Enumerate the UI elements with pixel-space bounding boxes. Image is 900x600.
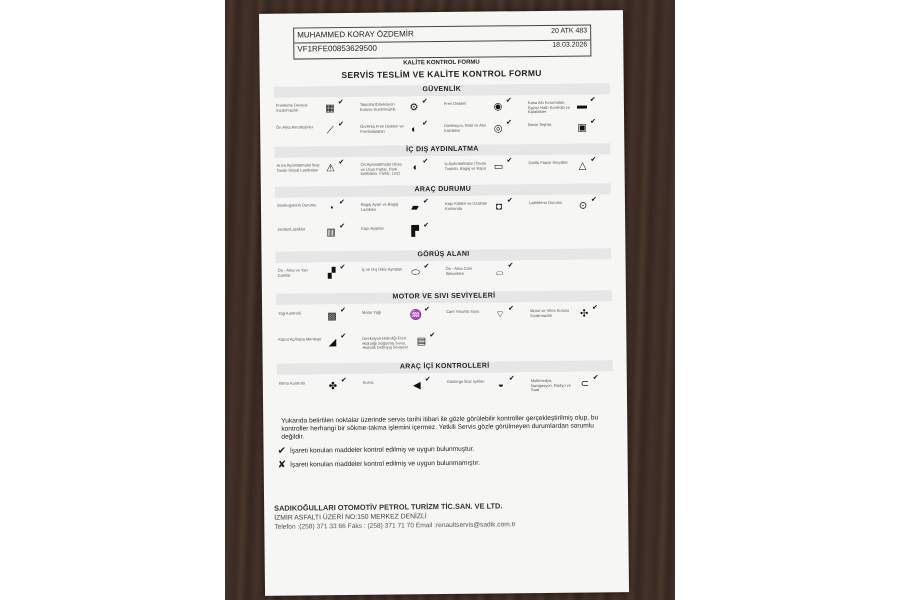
check-mark-icon: ✔ [506, 119, 513, 127]
item-label: Ön - Arka ve Yan Camlar [277, 267, 308, 278]
item-label: Takozlar/Direksiyon Kutusu Sızdırmazlık [359, 101, 396, 112]
item-label: Ön - Arka Cam Silecekleri [445, 265, 473, 276]
vin-number: VF1RFE00853629500 [297, 43, 378, 54]
check-mark-icon: ✔ [590, 118, 597, 126]
wiper-icon: ⌓ [495, 266, 504, 278]
section-title: ARAÇ DURUMU [414, 185, 472, 194]
brake-circuit-icon: ▦ [325, 103, 335, 115]
gauge-icon: ◔ [327, 203, 335, 215]
company-name: SADIKOĞULLARI OTOMOTİV PETROL TURİZM TİC.SAN. VE LTD. [274, 501, 503, 513]
exhaust-icon: ▬ [576, 100, 588, 112]
check-mark-icon: ✔ [429, 332, 436, 340]
item-label: Jantlar/Lastikler [277, 226, 306, 232]
diagnostic-icon: ▣ [577, 122, 587, 134]
window-icon: ▞ [327, 268, 336, 280]
item-label: Göstergelerin Durumu [276, 202, 317, 208]
check-mark-icon: ✔ [424, 376, 431, 384]
item-label: Fren Diskleri [443, 100, 467, 106]
item-label: Multimedya, Navigasyon, Radyo ve Saat [530, 377, 571, 393]
item-label: Ön Aydınlatmalar (Kısa ve Uzun Farlar, Park lambaları, Farlar, Led) [360, 161, 402, 177]
oil-can-icon: ♒ [409, 310, 423, 322]
check-mark-icon: ✔ [340, 333, 347, 341]
check-mark-icon: ✔ [423, 263, 430, 271]
coolant-icon: ▤ [416, 336, 427, 348]
section-title: GÖRÜŞ ALANI [417, 250, 470, 259]
item-label: Kapı Ayarları [361, 225, 385, 231]
legend-ok-text: İşareti konulan maddeler kontrol edilmiş ve uygun bulunmuştur. [289, 445, 475, 455]
company-address: İZMİR ASFALTI ÜZERİ NO:150 MERKEZ DENİZLİ [274, 513, 427, 522]
washer-fluid-icon: ⌔ [495, 309, 505, 321]
tire-pressure-icon: ⊙ [578, 200, 588, 212]
check-mark-icon: ✔ [339, 223, 346, 231]
check-mark-icon: ✔ [506, 197, 513, 205]
item-label: Korna [362, 379, 374, 385]
item-label: Frenleme Devresi Sızdırmazlık [275, 102, 308, 113]
shock-absorber-icon: ⟋ [326, 125, 334, 137]
check-mark-icon: ✔ [592, 374, 599, 382]
check-mark-icon: ✔ [424, 306, 430, 314]
wheel-icon: ▥ [326, 227, 337, 239]
check-mark-icon: ✔ [338, 159, 345, 167]
header-divider [294, 39, 590, 43]
section-header-guvenlik [274, 83, 610, 98]
section-header-gorus-alani [275, 248, 611, 263]
item-label: Ön/Arka Fren Diskleri ve Frenbalataları [360, 123, 404, 134]
section-header-aydinlatma [274, 143, 610, 158]
steering-wheel-icon: ◎ [493, 123, 503, 135]
check-mark-icon: ✔ [339, 264, 346, 272]
check-mark-icon: ✔ [340, 307, 346, 315]
door-icon: ▛ [411, 226, 420, 238]
legend-ok [277, 444, 474, 457]
check-mark-icon: ✔ [590, 196, 597, 204]
item-label: İç ve Dış Dikiz Aynaları [361, 266, 403, 272]
section-header-arac-durumu [275, 183, 611, 198]
item-label: Ön Arka Amortisörler [276, 124, 314, 130]
item-label: Dörtlü Flaşör Sinyaller [528, 159, 568, 166]
check-mark-icon: ✔ [505, 97, 512, 105]
check-mark-icon: ✔ [423, 222, 430, 230]
item-label: Kasa Altı Korumaları, Egzoz Hattı Kontrolü ve Katalitikler [527, 99, 571, 115]
cross-mark-icon: ✘ [277, 459, 287, 471]
check-mark-icon: ✔ [590, 156, 597, 164]
air-conditioning-icon: ✤ [328, 381, 338, 393]
mirror-icon: ⬭ [411, 267, 421, 279]
interior-light-icon: ▭ [493, 161, 504, 173]
item-label: Direksiyon Hidroliği Fren Hidroliği Soğutma Sıvısı, Hidrolik Debriyaj Seviyesi [362, 335, 408, 351]
hood-icon: ◢ [328, 337, 337, 349]
section-title: ARAÇ İÇİ KONTROLLERİ [399, 362, 490, 371]
item-label: Bagaj Ayarı ve Bagaj Lambası [360, 201, 399, 212]
section-title: MOTOR VE SIVI SEVİYELERİ [392, 292, 496, 301]
service-date: 18.03.2026 [552, 41, 588, 49]
item-label: Klima Kontrolü [278, 380, 305, 386]
item-label: Motor Yağı [362, 309, 382, 315]
check-mark-icon: ✔ [277, 445, 286, 457]
section-title: İÇ DIŞ AYDINLATMA [406, 145, 479, 154]
item-label: Yağ Kontrolü [278, 310, 301, 316]
brake-disc-icon: ◉ [493, 101, 503, 113]
check-mark-icon: ✔ [508, 305, 514, 313]
check-mark-icon: ✔ [422, 158, 429, 166]
horn-icon: ◀ [412, 380, 421, 392]
form-label: KALİTE KONTROL FORMU [403, 59, 480, 67]
warning-light-icon: ⚠ [326, 163, 336, 175]
check-mark-icon: ✔ [340, 377, 347, 385]
item-label: Cam Yıkama Suyu [446, 308, 480, 314]
item-label: Kapı Kilitleri ve Uzaktan Kumanda [444, 200, 488, 211]
check-mark-icon: ✔ [506, 157, 513, 165]
item-label: Arıza Aydınlatmalar İkaz Tavan Sinyal Lambaları [276, 162, 320, 173]
brake-pad-icon: ◐ [411, 124, 418, 136]
legend-nok-text: İşareti konulan maddeler kontrol edilmiş ve uygun bulunmamıştır. [290, 459, 480, 469]
form-title: SERVİS TESLİM VE KALİTE KONTROL FORMU [341, 67, 542, 81]
check-mark-icon: ✔ [338, 121, 345, 129]
section-title: GÜVENLİK [422, 85, 462, 94]
section-header-motor [276, 290, 612, 305]
item-label: Motor ve Vites Kutusu Sızdırmazlık [530, 307, 570, 318]
legend-nok [278, 458, 480, 471]
item-label: İç Aydınlatmalar (Tavan, Torpido, Bagaj ve Kapı) [444, 160, 488, 171]
door-lock-icon: ◘ [495, 201, 503, 213]
header-box [293, 24, 591, 59]
section-header-arac-ici [277, 360, 613, 375]
check-mark-icon: ✔ [508, 375, 515, 383]
check-mark-icon: ✔ [507, 262, 514, 270]
engine-icon: ▩ [327, 311, 337, 323]
check-mark-icon: ✔ [422, 198, 429, 206]
item-label: Direksiyon, Rotil ve Aks Körükleri [444, 122, 486, 133]
check-mark-icon: ✔ [421, 98, 428, 106]
item-label: Besin Teşhisi [528, 121, 552, 128]
plate-number: 20 ATK 483 [551, 27, 588, 35]
gearbox-icon: ✣ [579, 308, 589, 320]
check-mark-icon: ✔ [422, 120, 429, 128]
check-mark-icon: ✔ [589, 96, 596, 104]
steering-box-icon: ⚙ [409, 102, 419, 114]
paper-sheet [259, 10, 629, 596]
disclaimer-paragraph: Yukarıda belirtilen noktalar üzerinde servis tarihi itibari ile gözle görülebilir kontroller gerçekleştirilmiş olup, bu kontroller herhangi bir sökme-takma işlemini içermez. Yetkili Servis gözle görülmeyen durumlardan sorumlu değildir. [281, 414, 599, 441]
dashboard-icon: ◒ [497, 379, 504, 391]
item-label: Kaput Aç/Kapa Menteşe [278, 336, 322, 342]
multimedia-icon: ⊂ [580, 378, 590, 390]
company-contact: Telefon :(258) 371 33 66 Faks : (258) 371 71 70 Email :renaultservis@sadik.com.tr [274, 521, 516, 531]
customer-name: MUHAMMED KORAY ÖZDEMİR [297, 29, 414, 40]
check-mark-icon: ✔ [338, 199, 345, 207]
item-label: Gösterge İkaz Işıkları [446, 378, 485, 384]
trunk-icon: ▰ [411, 202, 419, 214]
check-mark-icon: ✔ [592, 304, 598, 312]
check-mark-icon: ✔ [337, 99, 344, 107]
hazard-icon: △ [578, 160, 587, 172]
item-label: Lastiklerin Durumu [528, 199, 563, 206]
headlight-icon: ◖ [411, 162, 418, 174]
